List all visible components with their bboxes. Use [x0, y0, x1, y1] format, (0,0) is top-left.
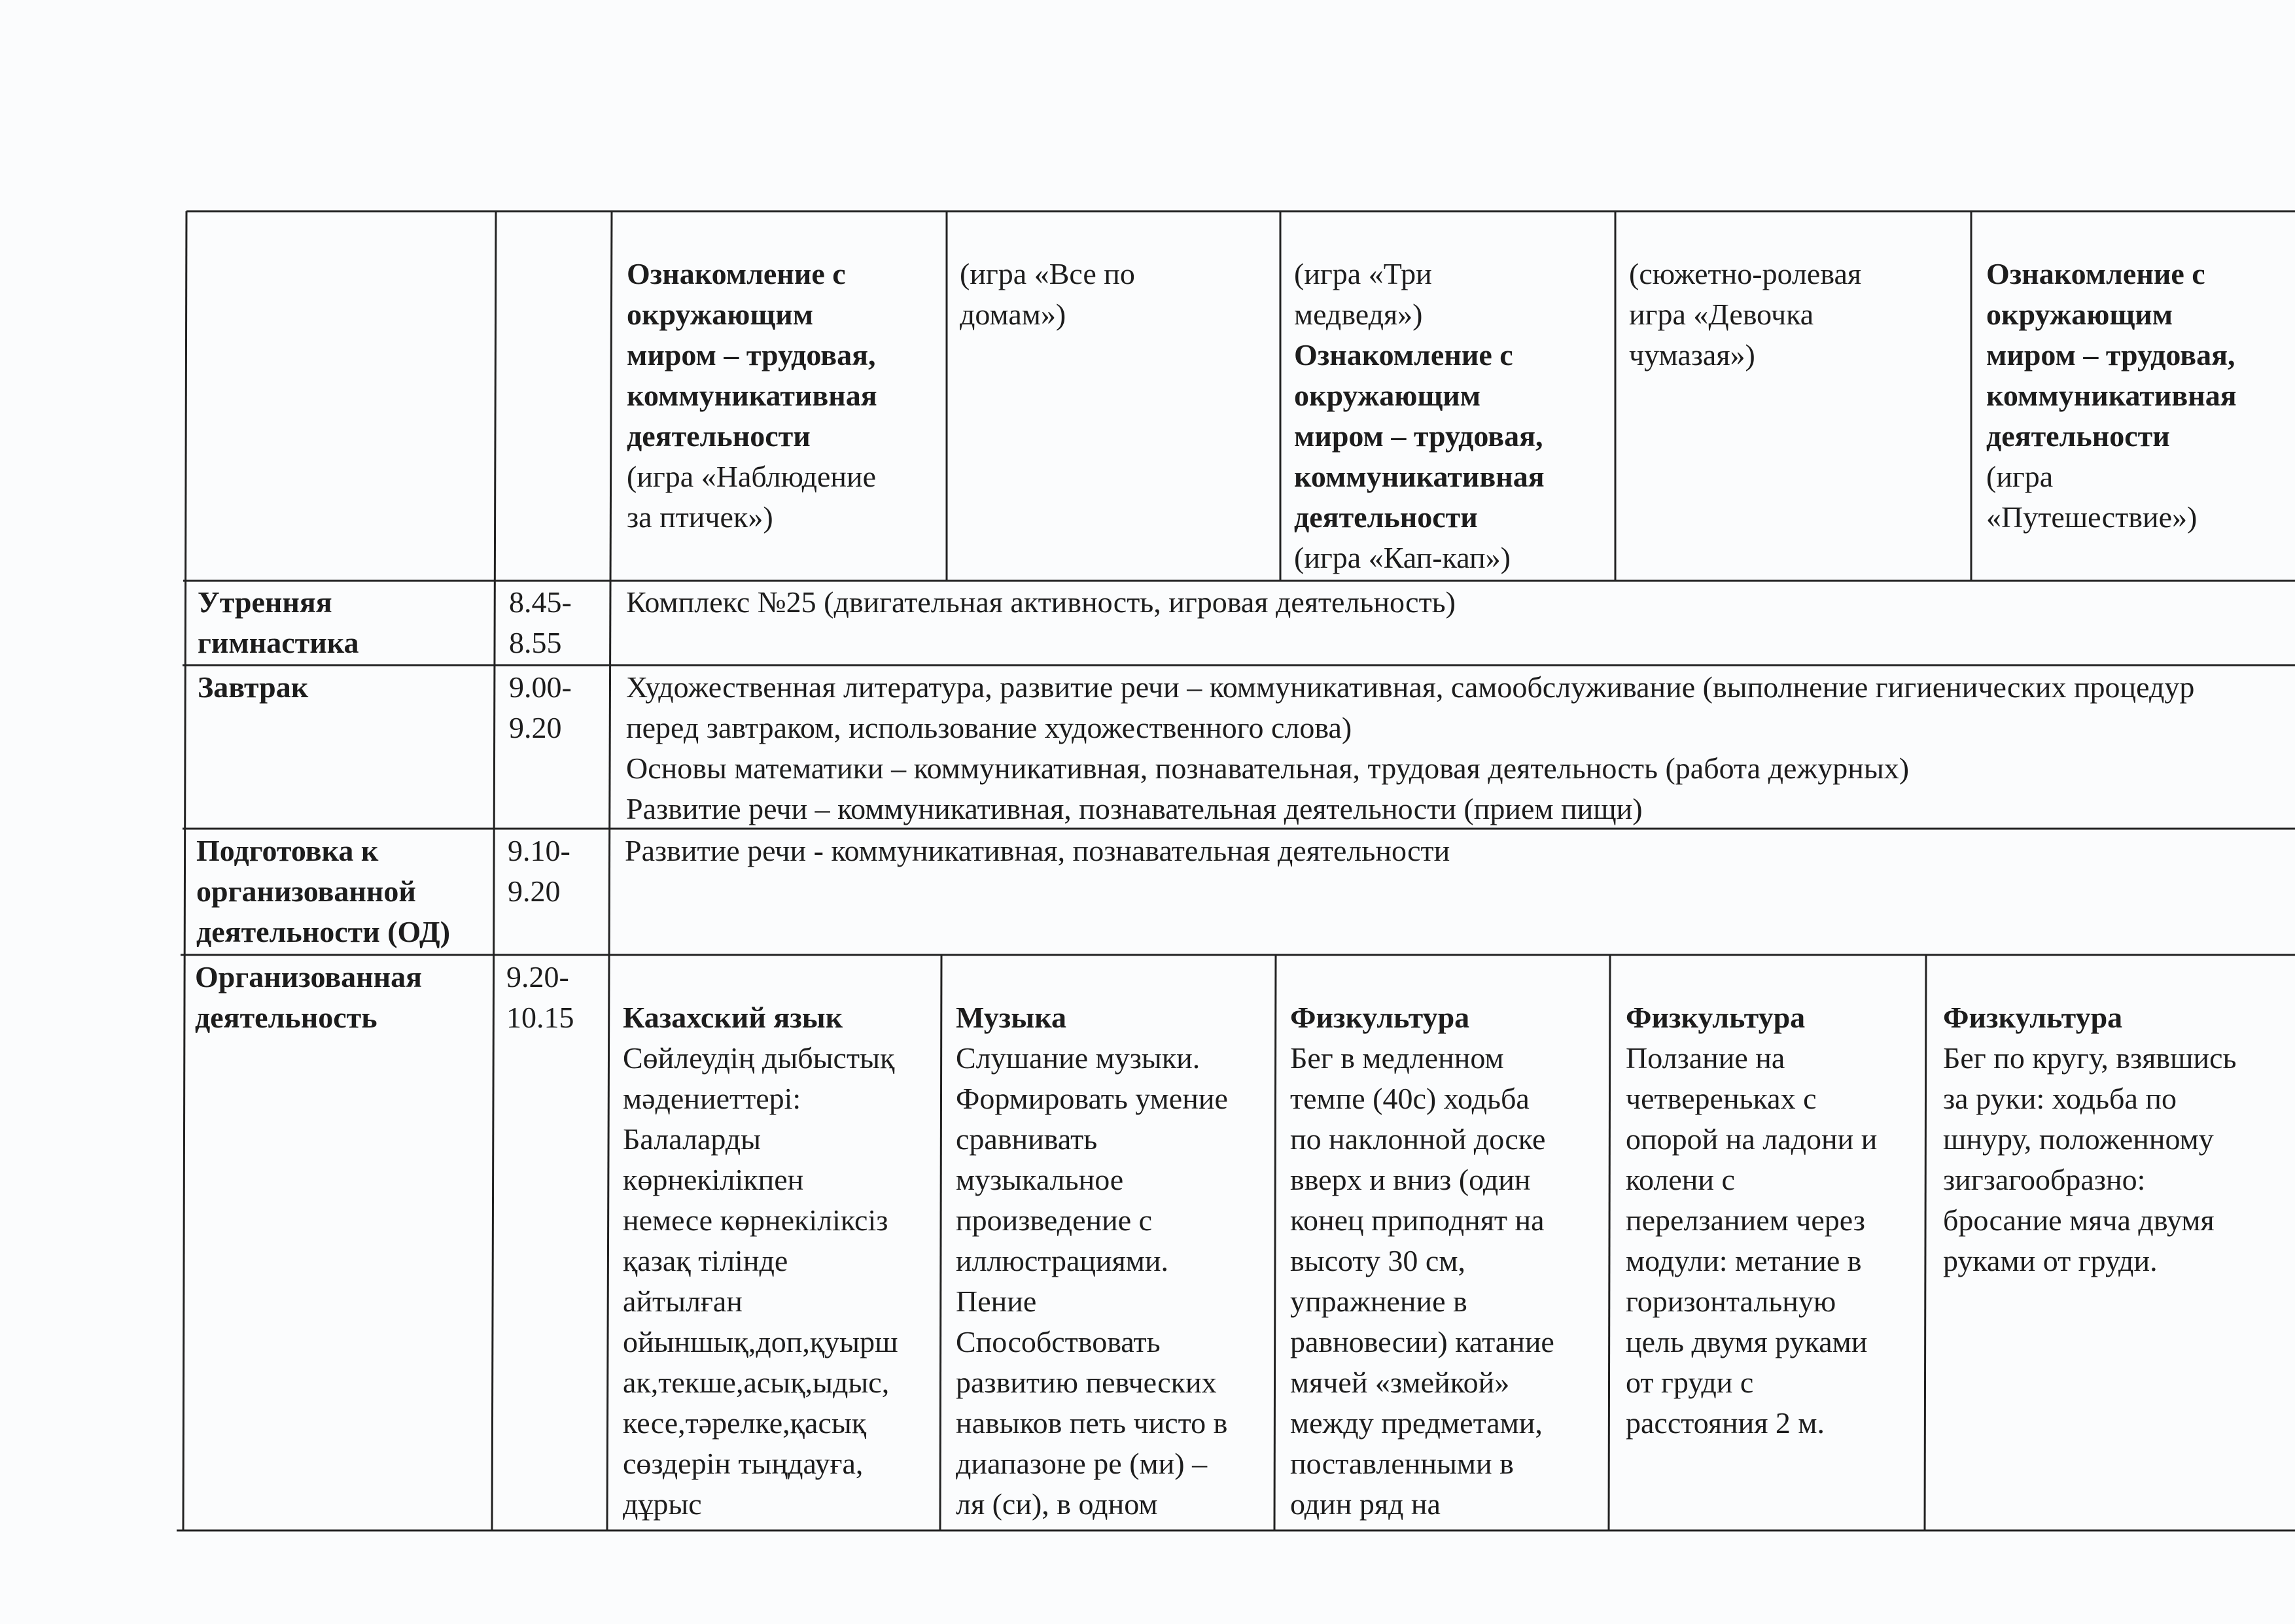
organized-cell-pe-1: [1290, 957, 1605, 1529]
organized-cell-music-title: Музыка: [956, 1001, 1067, 1034]
top-row-cell-5-text: (игра «Путешествие»): [1986, 460, 2198, 534]
organized-cell-music: [956, 957, 1271, 1529]
row-breakfast-line-3: Развитие речи – коммуникативная, познавательная деятельности (прием пищи): [626, 792, 1643, 825]
top-row-cell-3: [1294, 213, 1609, 577]
top-row-cell-3-text: (игра «Три медведя»): [1294, 257, 1432, 331]
row-organized-time: 9.20- 10.15: [506, 960, 574, 1034]
top-row-cell-4-text: (сюжетно-ролевая игра «Девочка чумазая»): [1629, 257, 1862, 371]
top-row-cell-2: [960, 213, 1274, 577]
top-row-cell-2-text: (игра «Все по домам»): [960, 257, 1135, 331]
organized-cell-pe-3-title: Физкультура: [1943, 1001, 2123, 1034]
row-breakfast-line-1: Художественная литература, развитие речи – коммуникативная, самообслуживание (выполнение гигиенических процедур перед завтраком, использование художественного слова): [626, 670, 2195, 744]
organized-cell-pe-2-text: Ползание на четвереньках с опорой на ладони и колени с перелзанием через модули: метание в горизонтальную цель двумя руками от груди с расстояния 2 м.: [1626, 1041, 1878, 1440]
organized-cell-pe-3: [1943, 957, 2294, 1529]
row-organized-name: Организованная деятельность: [195, 960, 423, 1034]
top-row-cell-1: [627, 213, 941, 577]
row-gymnastics-time: 8.45- 8.55: [509, 585, 572, 659]
organized-cell-pe-1-text: Бег в медленном темпе (40с) ходьба по наклонной доске вверх и вниз (один конец приподнят на высоту 30 см, упражнение в равновесии) катание мячей «змейкой» между предметами, поставленными в один ряд на: [1290, 1041, 1554, 1521]
row-breakfast-name: Завтрак: [198, 670, 309, 704]
organized-cell-pe-2: [1626, 957, 1921, 1529]
top-row-cell-3-text-2: (игра «Кап-кап»): [1294, 541, 1511, 574]
top-row-cell-3-heading: Ознакомление с окружающим миром – трудовая, коммуникативная деятельности: [1294, 338, 1545, 534]
organized-cell-pe-1-title: Физкультура: [1290, 1001, 1470, 1034]
row-breakfast-line-2: Основы математики – коммуникативная, познавательная, трудовая деятельность (работа дежурных): [626, 752, 1910, 785]
organized-cell-kazakh-title: Казахский язык: [623, 1001, 843, 1034]
organized-cell-kazakh-text: Сөйлеудің дыбыстық мәдениеттері: Балаларды көрнекілікпен немесе көрнекіліксіз қазақ тілінде айтылған ойыншық,доп,қуырш ак,текше,асық,ыдыс, кесе,тәрелке,қасық сөздерін тыңдауға, дұрыс: [623, 1041, 898, 1521]
organized-cell-music-text: Слушание музыки. Формировать умение сравнивать музыкальное произведение с иллюстрациями. Пение Способствовать развитию певческих навыков петь чисто в диапазоне ре (ми) – ля (си), в одном: [956, 1041, 1228, 1521]
top-row-cell-5: [1986, 213, 2294, 577]
row-preparation-name: Подготовка к организованной деятельности (ОД): [196, 834, 451, 948]
row-gymnastics-name: Утренняя гимнастика: [198, 585, 359, 659]
row-breakfast-time: 9.00- 9.20: [509, 670, 572, 744]
organized-cell-pe-2-title: Физкультура: [1626, 1001, 1806, 1034]
top-row-cell-1-text: (игра «Наблюдение за птичек»): [627, 460, 877, 534]
row-preparation-text: Развитие речи - коммуникативная, познавательная деятельности: [625, 834, 1450, 867]
row-breakfast-text: [626, 667, 2241, 827]
top-row-cell-1-heading: Ознакомление с окружающим миром – трудовая, коммуникативная деятельности: [627, 257, 877, 453]
row-gymnastics-text: Комплекс №25 (двигательная активность, игровая деятельность): [626, 585, 1456, 619]
organized-cell-kazakh: [623, 957, 937, 1529]
top-row-cell-5-heading: Ознакомление с окружающим миром – трудовая, коммуникативная деятельности: [1986, 257, 2237, 453]
organized-cell-pe-3-text: Бег по кругу, взявшись за руки: ходьба по шнуру, положенному зигзагообразно: бросание мяча двумя руками от груди.: [1943, 1041, 2237, 1277]
top-row-cell-4: [1629, 213, 1966, 577]
row-preparation-time: 9.10- 9.20: [508, 834, 570, 908]
